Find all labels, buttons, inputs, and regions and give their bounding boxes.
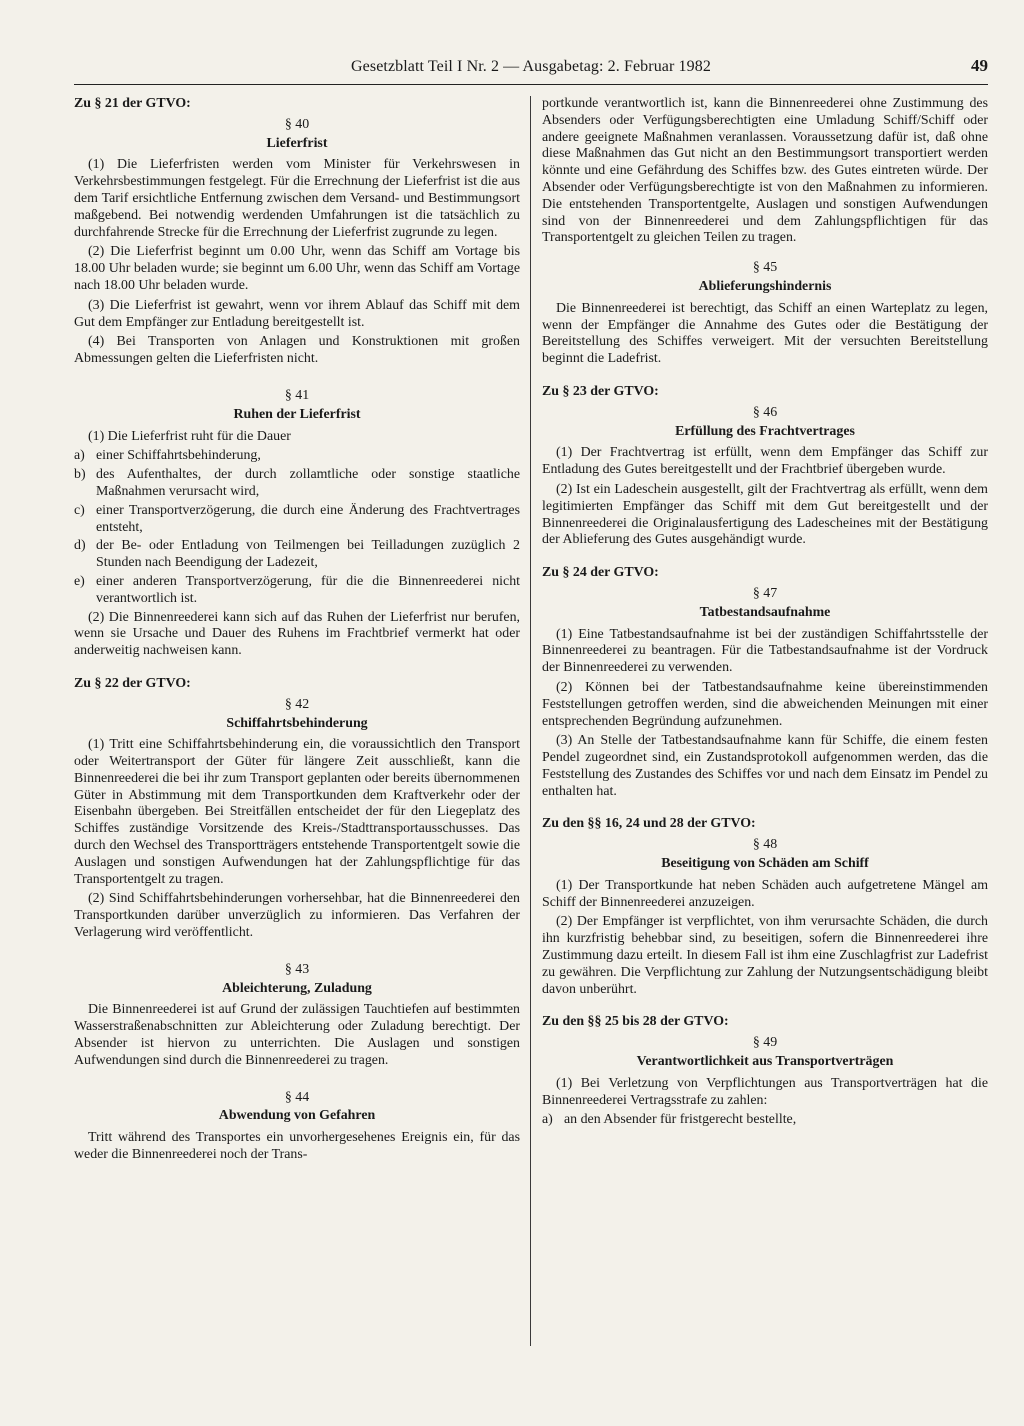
list-item-label: b): [74, 467, 86, 483]
running-title: Gesetzblatt Teil I Nr. 2 — Ausgabetag: 2. Februar 1982: [351, 58, 711, 75]
s41-p1: (1) Die Lieferfrist ruht für die Dauer: [88, 428, 291, 444]
paragraph-number-41: § 41: [284, 387, 310, 403]
paragraph-title-43: Ableichterung, Zuladung: [222, 980, 372, 996]
paragraph-number-48: § 48: [752, 837, 778, 853]
section-heading-zu-16-24-28: Zu den §§ 16, 24 und 28 der GTVO:: [542, 816, 756, 832]
list-item-text: an den Absender für fristgerecht bestellte,: [564, 1112, 797, 1128]
right-column: [542, 96, 988, 1131]
list-item: [542, 1112, 988, 1129]
paragraph-title-49: Verantwortlichkeit aus Transportverträgen: [636, 1054, 894, 1070]
page-number: 49: [971, 56, 988, 75]
s40-p1: (1) Die Lieferfristen werden vom Minister für Verkehrswesen in Verkehrsbestimmungen festgelegt. Für die Errechnung der Lieferfrist ist die aus dem Tarif ersichtliche Entfernung zwischen dem Versand- und Bestimmungsort maßgebend. Bei notwendig werdenden Umfahrungen ist die tatsächlich zu durchfahrende Strecke für die Errechnung der Lieferfrist zugrunde zu legen.: [74, 157, 520, 240]
s48-p2: (2) Der Empfänger ist verpflichtet, von ihm verursachte Schäden, die durch ihn kurzfristig behebbar sind, zu beseitigen, sofern die Binnenreederei ihre Zustimmung dazu erteilt. In diesem Fall ist ihm eine Zuschlagfrist zur Ladefrist zu gewähren. Die Verpflichtung zur Zahlung der Nutzungsentschädigung bleibt davon unberührt.: [542, 914, 988, 997]
list-item-text: einer anderen Transportverzögerung, für die die Binnenreederei nicht verantwortlich ist.: [96, 573, 520, 606]
s40-p2: (2) Die Lieferfrist beginnt um 0.00 Uhr, wenn das Schiff am Vortage bis 18.00 Uhr beladen wurde; sie beginnt um 6.00 Uhr, wenn das Schiff am Vortage nach 18.00 Uhr beladen wurde.: [74, 244, 520, 293]
column-divider: [530, 96, 531, 1346]
s42-p1: (1) Tritt eine Schiffahrtsbehinderung ein, die voraussichtlich den Transport oder Weitertransport der Güter für längere Zeit ausschließt, kann die Binnenreederei die bei ihr zum Transport geplanten oder bereits übernommenen Güter in Abstimmung mit dem Transportkunden dem Kraftverkehr oder der Eisenbahn übergeben. Bei Streitfällen entscheidet der für den Liegeplatz des Schiffes zuständige Vorsitzende des Kreis-/Stadttransportausschusses. Das durch den Wechsel des Transportträgers entstehende Transportentgelt sowie die Auslagen und sonstigen Aufwendungen hat der Zahlungspflichtige für das Transportentgelt zu tragen.: [74, 737, 520, 887]
paragraph-number-43: § 43: [284, 961, 310, 977]
paragraph-title-40: Lieferfrist: [266, 135, 328, 151]
list-item-label: c): [74, 502, 85, 518]
s45-p1: Die Binnenreederei ist berechtigt, das Schiff an einen Warteplatz zu legen, wenn der Empfänger die Annahme des Gutes oder die Bestätigung der Bereitstellung des Schiffes verweigert. Mit der versuchten Bereitstellung beginnt die Ladefrist.: [542, 300, 988, 367]
list-item: [74, 538, 520, 572]
paragraph-title-47: Tatbestandsaufnahme: [699, 604, 831, 620]
list-item: [74, 448, 520, 465]
s41-p2: (2) Die Binnenreederei kann sich auf das Ruhen der Lieferfrist nur berufen, wenn sie Ursache und Dauer des Ruhens im Frachtbrief vermerkt hat oder anderweitig nachweisen kann.: [74, 609, 520, 659]
paragraph-number-47: § 47: [752, 585, 778, 601]
paragraph-number-40: § 40: [284, 116, 310, 132]
section-heading-zu-21: Zu § 21 der GTVO:: [74, 96, 191, 111]
section-heading-zu-25-28: Zu den §§ 25 bis 28 der GTVO:: [542, 1014, 729, 1030]
list-item: [74, 467, 520, 501]
paragraph-number-49: § 49: [752, 1035, 778, 1051]
s40-p3: (3) Die Lieferfrist ist gewahrt, wenn vor ihrem Ablauf das Schiff mit dem Gut dem Empfänger zur Entladung bereitgestellt ist.: [74, 297, 520, 330]
paragraph-number-45: § 45: [752, 260, 778, 276]
s44-continuation: portkunde verantwortlich ist, kann die Binnenreederei ohne Zustimmung des Absenders oder Verfügungsberechtigten eine Umladung Schiff/Schiff oder andere geeignete Maßnahmen veranlassen. Voraussetzung dafür ist, daß ohne diese Maßnahmen das Gut nicht an den Bestimmungsort transportiert werden könnte und eine Gefährdung des Schiffes bzw. des Gutes eintreten würde. Der Absender oder Verfügungsberechtigte ist von den Maßnahmen zu informieren. Die entstehenden Transportentgelte, Auslagen und sonstigen Aufwendungen sind von der Binnenreederei und dem Zahlungspflichtigen für das Transportentgelt zu gleichen Teilen zu tragen.: [542, 96, 988, 246]
s49-p1: (1) Bei Verletzung von Verpflichtungen aus Transportverträgen hat die Binnenreederei Vertragsstrafe zu zahlen:: [542, 1075, 988, 1108]
list-item-label: a): [74, 448, 85, 464]
list-item-text: des Aufenthaltes, der durch zollamtliche oder sonstige staatliche Maßnahmen verursacht wird,: [96, 467, 520, 499]
s46-p1: (1) Der Frachtvertrag ist erfüllt, wenn dem Empfänger das Schiff zur Entladung des Gutes bereitgestellt und der Frachtbrief übergeben wurde.: [542, 445, 988, 478]
paragraph-number-44: § 44: [284, 1089, 310, 1105]
list-item: [74, 503, 520, 537]
paragraph-title-42: Schiffahrtsbehinderung: [226, 715, 368, 731]
paragraph-number-42: § 42: [284, 696, 310, 712]
running-head: [74, 54, 988, 85]
list-item: [74, 574, 520, 608]
s47-p3: (3) An Stelle der Tatbestandsaufnahme kann für Schiffe, die einem festen Pendel zugeordnet sind, ein Zustandsprotokoll aufgenommen werden, das die Feststellung des Zustandes des Schiffes vor und nach dem Einsatz im Pendel zu enthalten hat.: [542, 733, 988, 799]
section-heading-zu-24: Zu § 24 der GTVO:: [542, 565, 659, 581]
list-item-text: der Be- oder Entladung von Teilmengen bei Teilladungen zuzüglich 2 Stunden nach Beendigung der Ladezeit,: [96, 538, 520, 571]
paragraph-title-46: Erfüllung des Frachtvertrages: [675, 423, 855, 439]
left-column: [74, 96, 520, 1167]
list-item-label: a): [542, 1112, 553, 1128]
paragraph-title-48: Beseitigung von Schäden am Schiff: [661, 856, 869, 872]
s40-p4: (4) Bei Transporten von Anlagen und Konstruktionen mit großen Abmessungen gelten die Lieferfristen nicht.: [74, 334, 520, 367]
s47-p2: (2) Können bei der Tatbestandsaufnahme keine übereinstimmenden Feststellungen getroffen werden, sind die abweichenden Meinungen mit einer entsprechenden Begründung aufzunehmen.: [542, 679, 988, 729]
s46-p2: (2) Ist ein Ladeschein ausgestellt, gilt der Frachtvertrag als erfüllt, wenn dem legitimierten Empfänger das Schiff mit dem Gut bereitgestellt und der Binnenreederei die Originalausfertigung des Ladescheines mit der Bestätigung der Ablieferung des Gutes ausgehändigt wurde.: [542, 481, 988, 548]
paragraph-title-44: Abwendung von Gefahren: [218, 1108, 376, 1124]
paragraph-number-46: § 46: [752, 404, 778, 420]
list-item-label: d): [74, 538, 86, 554]
s43-p1: Die Binnenreederei ist auf Grund der zulässigen Tauchtiefen auf bestimmten Wasserstraßenabschnitten zur Ableichterung oder Zuladung berechtigt. Der Absender ist hiervon zu unterrichten. Die Auslagen und sonstigen Aufwendungen sind durch die Binnenreederei zu tragen.: [74, 1002, 520, 1068]
list-item-text: einer Transportverzögerung, die durch eine Änderung des Frachtvertrages entsteht,: [96, 502, 520, 535]
paragraph-title-41: Ruhen der Lieferfrist: [233, 406, 361, 422]
s48-p1: (1) Der Transportkunde hat neben Schäden auch aufgetretene Mängel am Schiff der Binnenreederei anzuzeigen.: [542, 877, 988, 910]
list-item-label: e): [74, 573, 85, 589]
list-item-text: einer Schiffahrtsbehinderung,: [96, 448, 261, 464]
section-heading-zu-23: Zu § 23 der GTVO:: [542, 383, 659, 399]
section-heading-zu-22: Zu § 22 der GTVO:: [74, 675, 191, 691]
s44-p1: Tritt während des Transportes ein unvorhergesehenes Ereignis ein, für das weder die Binnenreederei noch der Trans-: [74, 1130, 520, 1163]
s47-p1: (1) Eine Tatbestandsaufnahme ist bei der zuständigen Schiffahrtsstelle der Binnenreederei zu beantragen. Für die Tatbestandsaufnahme ist der Vordruck der Binnenreederei zu verwenden.: [542, 626, 988, 676]
s42-p2: (2) Sind Schiffahrtsbehinderungen vorhersehbar, hat die Binnenreederei den Transportkunden darüber unverzüglich zu informieren. Das Verfahren der Verlagerung wird veröffentlicht.: [74, 891, 520, 941]
paragraph-title-45: Ablieferungshindernis: [698, 278, 832, 294]
